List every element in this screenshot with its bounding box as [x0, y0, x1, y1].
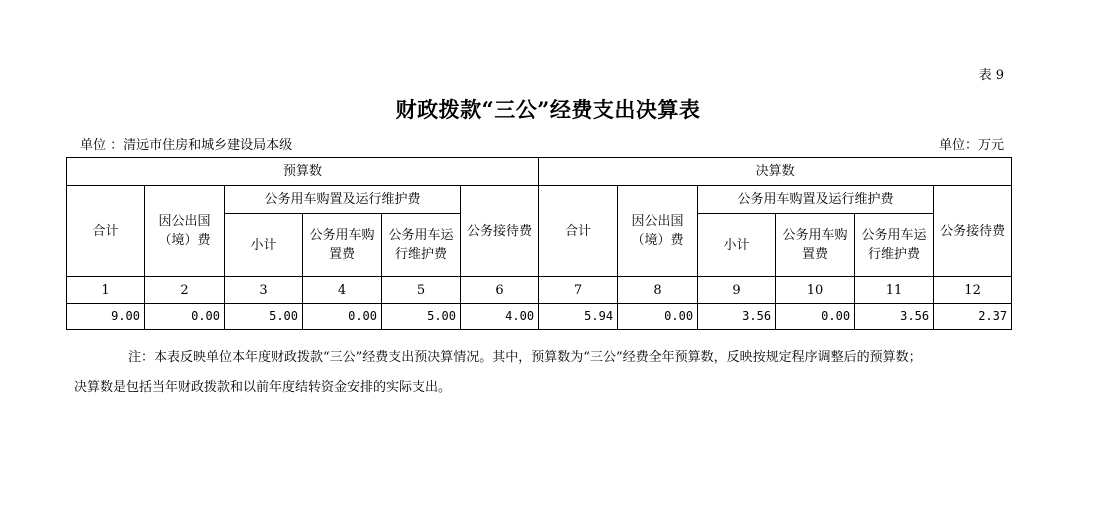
header-vehicle-purchase-budget: 公务用车购置费: [303, 214, 382, 277]
header-vehicle-maint-budget: 公务用车运行维护费: [382, 214, 461, 277]
value-cell: 3.56: [855, 304, 934, 330]
header-vehicle-purchase-final: 公务用车购置费: [776, 214, 855, 277]
group-header-final: 决算数: [539, 158, 1012, 186]
index-cell: 8: [618, 277, 698, 304]
index-cell: 3: [225, 277, 303, 304]
index-cell: 12: [934, 277, 1012, 304]
index-cell: 7: [539, 277, 618, 304]
index-cell: 4: [303, 277, 382, 304]
index-cell: 9: [698, 277, 776, 304]
value-cell: 0.00: [145, 304, 225, 330]
header-reception-final: 公务接待费: [934, 186, 1012, 277]
header-abroad-budget: 因公出国（境）费: [145, 186, 225, 277]
header-vehicle-maint-final: 公务用车运行维护费: [855, 214, 934, 277]
header-subtotal-final: 小计: [698, 214, 776, 277]
value-cell: 0.00: [303, 304, 382, 330]
currency-unit-label: 单位：万元: [938, 138, 1004, 153]
header-reception-budget: 公务接待费: [461, 186, 539, 277]
value-cell: 5.94: [539, 304, 618, 330]
value-cell: 4.00: [461, 304, 539, 330]
value-cell: 5.00: [382, 304, 461, 330]
unit-label: 单位 ：清远市住房和城乡建设局本级: [80, 138, 293, 153]
index-cell: 11: [855, 277, 934, 304]
index-cell: 1: [67, 277, 145, 304]
header-vehicle-group-final: 公务用车购置及运行维护费: [698, 186, 934, 214]
index-cell: 6: [461, 277, 539, 304]
index-cell: 2: [145, 277, 225, 304]
value-cell: 5.00: [225, 304, 303, 330]
header-vehicle-group-budget: 公务用车购置及运行维护费: [225, 186, 461, 214]
header-total-final: 合计: [539, 186, 618, 277]
value-cell: 9.00: [67, 304, 145, 330]
index-cell: 10: [776, 277, 855, 304]
group-header-budget: 预算数: [67, 158, 539, 186]
table-number: 表 9: [978, 68, 1004, 83]
header-subtotal-budget: 小计: [225, 214, 303, 277]
value-cell: 0.00: [618, 304, 698, 330]
value-cell: 2.37: [934, 304, 1012, 330]
table-note: [74, 343, 1014, 403]
index-cell: 5: [382, 277, 461, 304]
note-line-2: 决算数是包括当年财政拨款和以前年度结转资金安排的实际支出。: [74, 380, 452, 395]
header-total-budget: 合计: [67, 186, 145, 277]
header-abroad-final: 因公出国（境）费: [618, 186, 698, 277]
value-cell: 0.00: [776, 304, 855, 330]
value-row: [67, 304, 1012, 330]
page-title: 财政拨款“三公”经费支出决算表: [395, 97, 701, 122]
column-index-row: [67, 277, 1012, 304]
value-cell: 3.56: [698, 304, 776, 330]
note-line-1: 注：本表反映单位本年度财政拨款“三公”经费支出预决算情况。其中，预算数为“三公”经费全年预算数，反映按规定程序调整后的预算数；: [128, 350, 922, 365]
three-public-expenses-table: [66, 157, 1012, 330]
